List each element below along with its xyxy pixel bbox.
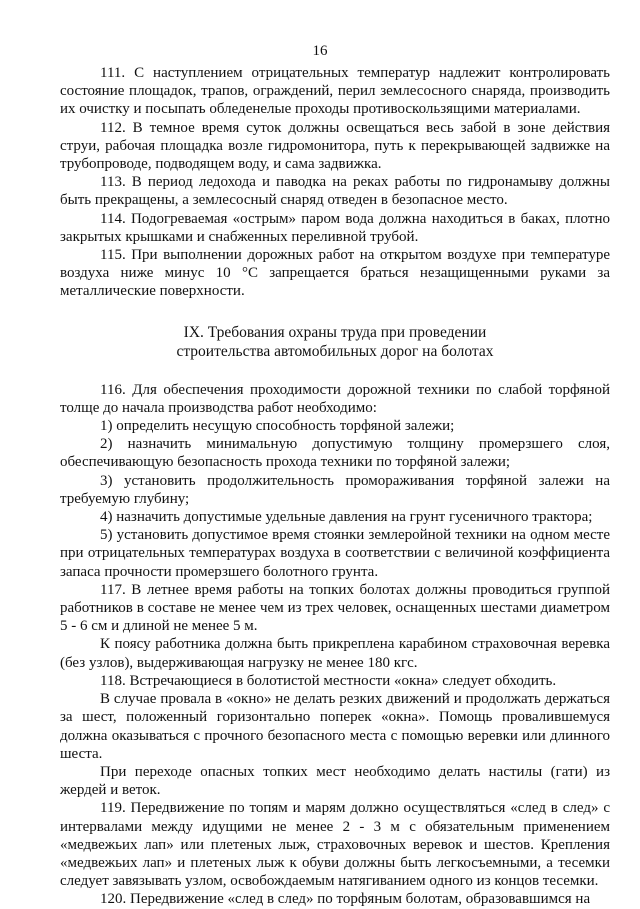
list-item-5: 5) установить допустимое время стоянки землеройной техники на одном месте при отрицательных температурах воздуха в соответствии с величиной коэффициента запаса прочности промерзшего болотного грунта.: [60, 527, 610, 580]
paragraph-114: 114. Подогреваемая «острым» паром вода должна находиться в баках, плотно закрытых крышками и снабженных переливной трубой.: [60, 210, 610, 245]
page-number: 16: [312, 43, 328, 59]
list-item-2: 2) назначить минимальную допустимую толщину промерзшего слоя, обеспечивающую безопасность прохода техники по торфяной залежи;: [60, 436, 610, 471]
paragraph-117-belt: К поясу работника должна быть прикреплена карабином страховочная веревка (без узлов), выдерживающая нагрузку не менее 180 кгс.: [60, 636, 610, 671]
paragraph-111: 111. С наступлением отрицательных температур надлежит контролировать состояние площадок, трапов, ограждений, перил землесосного снаряда, производить их очистку и посыпать обледенелые проходы противоскользящими материалами.: [60, 65, 610, 118]
paragraph-118-crossing: При переходе опасных топких мест необходимо делать настилы (гати) из жердей и веток.: [60, 763, 610, 799]
section-heading: [60, 323, 610, 361]
paragraph-112: 112. В темное время суток должны освещаться весь забой в зоне действия струи, рабочая площадка возле гидромонитора, путь к перекрывающей задвижке на трубопроводе, подводящем воду, и сама задвижка.: [60, 119, 610, 173]
paragraph-120: 120. Передвижение «след в след» по торфяным болотам, образовавшимся на: [100, 891, 591, 908]
paragraph-118: 118. Встречающиеся в болотистой местности «окна» следует обходить.: [100, 672, 557, 689]
section-heading-line-1: IX. Требования охраны труда при проведении: [183, 323, 487, 341]
paragraph-116: 116. Для обеспечения проходимости дорожной техники по слабой торфяной толще до начала производства работ необходимо:: [60, 381, 610, 416]
section-heading-line-2: строительства автомобильных дорог на болотах: [176, 342, 494, 360]
list-item-3: 3) установить продолжительность промораживания торфяной залежи на требуемую глубину;: [60, 472, 610, 507]
paragraph-115: 115. При выполнении дорожных работ на открытом воздухе при температуре воздуха ниже минус 10 °С запрещается браться незащищенными руками за металлические поверхности.: [60, 247, 610, 300]
list-item-4: 4) назначить допустимые удельные давления на грунт гусеничного трактора;: [100, 509, 593, 526]
paragraph-118-fall: В случае провала в «окно» не делать резких движений и продолжать держаться за шест, положенный горизонтально поперек «окна». Помощь провалившемуся должна оказываться с прочного безопасного места с помощью веревки или длинного шеста.: [60, 691, 610, 762]
paragraph-119: 119. Передвижение по топям и марям должно осуществляться «след в след» с интервалами между идущими не менее 2 - 3 м с обязательным применением «медвежьих лап» или плетеных лыж, страховочных веревок и шестов. Крепления «медвежьих лап» и плетеных лыж к обуви должны быть легкосъемными, а тесемки следует завязывать узлом, освобождаемым натягиванием одного из концов тесемки.: [60, 800, 610, 890]
paragraph-113: 113. В период ледохода и паводка на реках работы по гидронамыву должны быть прекращены, а землесосный снаряд отведен в безопасное место.: [60, 174, 610, 209]
paragraph-117: 117. В летнее время работы на топких болотах должны проводиться группой работников в составе не менее чем из трех человек, оснащенных шестами диаметром 5 - 6 см и длиной не менее 5 м.: [60, 581, 610, 635]
list-item-1: 1) определить несущую способность торфяной залежи;: [100, 418, 455, 435]
document-body: [60, 64, 610, 909]
